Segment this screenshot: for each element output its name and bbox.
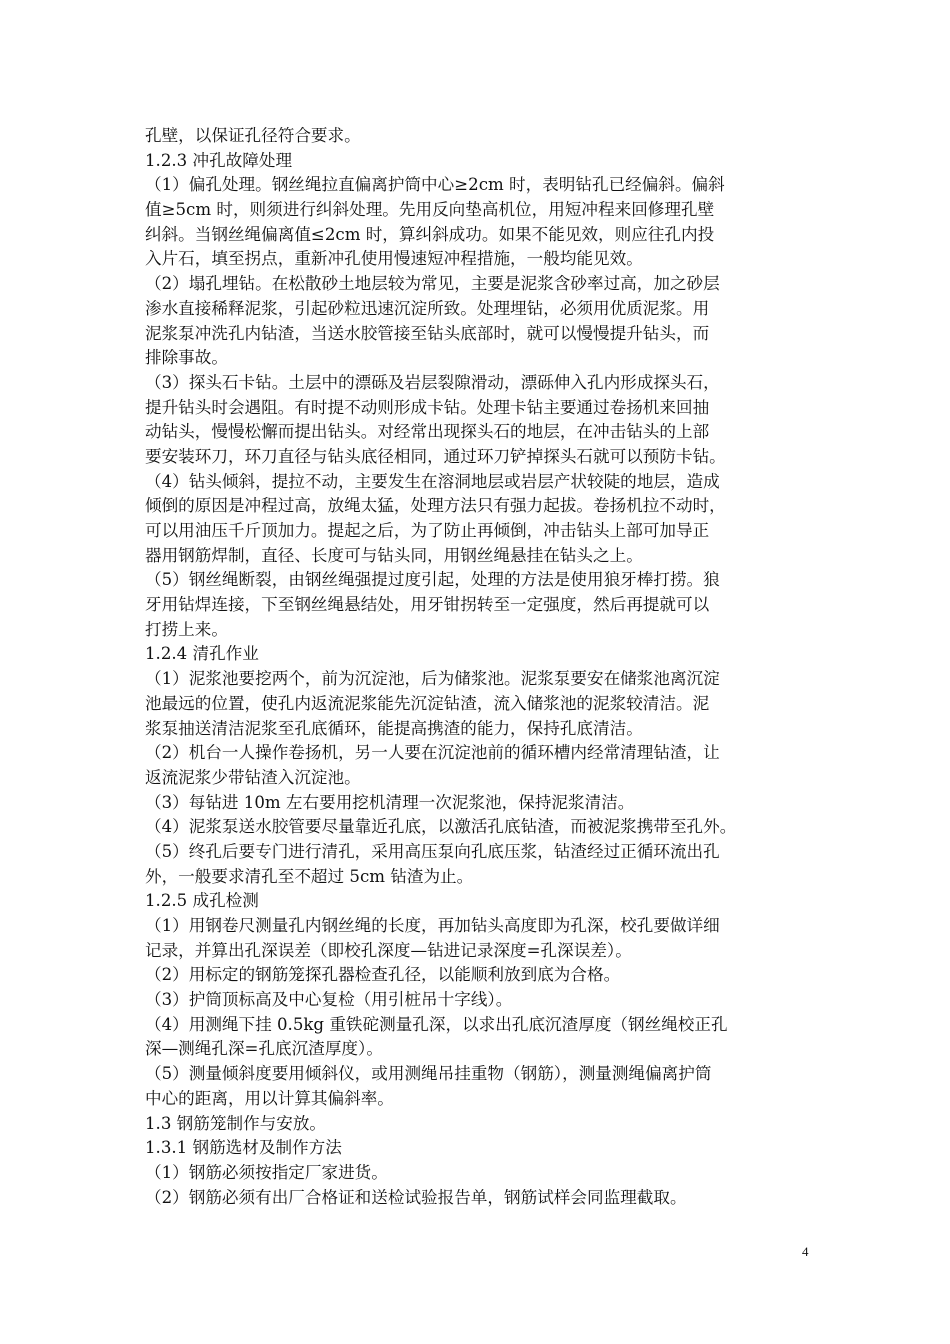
- text-line: 孔壁，以保证孔径符合要求。: [145, 126, 361, 145]
- text-line: （1）泥浆池要挖两个，前为沉淀池，后为储浆池。泥浆泵要安在储浆池离沉淀: [145, 669, 720, 689]
- text-line: 1.2.4 清孔作业: [145, 644, 259, 664]
- text-line: 外，一般要求清孔至不超过 5cm 钻渣为止。: [145, 866, 474, 886]
- text-line: 入片石，填至拐点，重新冲孔使用慢速短冲程措施，一般均能见效。: [145, 249, 643, 269]
- text-line: 1.2.3 冲孔故障处理: [145, 150, 293, 170]
- text-line: （3）护筒顶标高及中心复检（用引桩吊十字线）。: [145, 990, 513, 1010]
- text-line: 动钻头，慢慢松懈而提出钻头。对经常出现探头石的地层，在冲击钻头的上部: [145, 422, 710, 442]
- text-line: 器用钢筋焊制，直径、长度可与钻头同，用钢丝绳悬挂在钻头之上。: [145, 545, 643, 565]
- text-line: 牙用钻焊连接，下至钢丝绳悬结处，用牙钳拐转至一定强度，然后再提就可以: [145, 595, 710, 615]
- text-line: 1.3.1 钢筋选材及制作方法: [145, 1138, 342, 1158]
- text-line: （1）钢筋必须按指定厂家进货。: [145, 1162, 388, 1182]
- text-line: 返流泥浆少带钻渣入沉淀池。: [145, 767, 361, 787]
- text-line: （1）偏孔处理。钢丝绳拉直偏离护筒中心≥2cm 时，表明钻孔已经偏斜。偏斜: [145, 175, 725, 195]
- text-line: 打捞上来。: [145, 619, 228, 639]
- text-line: （2）用标定的钢筋笼探孔器检查孔径，以能顺利放到底为合格。: [145, 965, 621, 985]
- text-line: 纠斜。当钢丝绳偏离值≤2cm 时，算纠斜成功。如果不能见效，则应往孔内投: [145, 224, 715, 244]
- text-line: 浆泵抽送清洁泥浆至孔底循环，能提高携渣的能力，保持孔底清洁。: [145, 718, 643, 738]
- text-line: （2）机台一人操作卷扬机，另一人要在沉淀池前的循环槽内经常清理钻渣，让: [145, 743, 720, 763]
- text-line: 要安装环刀，环刀直径与钻头底径相同，通过环刀铲掉探头石就可以预防卡钻。: [145, 446, 726, 466]
- text-line: （3）探头石卡钻。土层中的漂砾及岩层裂隙滑动，漂砾伸入孔内形成探头石，: [145, 372, 720, 392]
- text-line: （5）钢丝绳断裂，由钢丝绳强提过度引起，处理的方法是使用狼牙棒打捞。狼: [145, 570, 720, 590]
- text-line: 池最远的位置，使孔内返流泥浆能先沉淀钻渣，流入储浆池的泥浆较清洁。泥: [145, 693, 710, 713]
- text-line: （5）测量倾斜度要用倾斜仪，或用测绳吊挂重物（钢筋），测量测绳偏离护筒: [145, 1064, 712, 1084]
- text-line: 泥浆泵冲洗孔内钻渣，当送水胶管接至钻头底部时，就可以慢慢提升钻头，而: [145, 323, 710, 343]
- text-line: （3）每钻进 10m 左右要用挖机清理一次泥浆池，保持泥浆清洁。: [145, 792, 635, 812]
- text-line: （4）用测绳下挂 0.5kg 重铁砣测量孔深，以求出孔底沉渣厚度（钢丝绳校正孔: [145, 1014, 728, 1034]
- text-line: 记录，并算出孔深误差（即校孔深度—钻进记录深度=孔深误差）。: [145, 940, 632, 960]
- text-line: （2）钢筋必须有出厂合格证和送检试验报告单，钢筋试样会同监理截取。: [145, 1187, 687, 1207]
- text-line: 1.2.5 成孔检测: [145, 891, 259, 911]
- text-line: 渗水直接稀释泥浆，引起砂粒迅速沉淀所致。处理埋钻，必须用优质泥浆。用: [145, 298, 710, 318]
- text-line: （4）钻头倾斜，提拉不动，主要发生在溶洞地层或岩层产状较陡的地层，造成: [145, 471, 720, 491]
- text-line: （1）用钢卷尺测量孔内钢丝绳的长度，再加钻头高度即为孔深，校孔要做详细: [145, 916, 720, 935]
- page-number: 4: [802, 1244, 809, 1259]
- text-line: （2）塌孔埋钻。在松散砂土地层较为常见，主要是泥浆含砂率过高，加之砂层: [145, 274, 720, 294]
- text-line: 中心的距离，用以计算其偏斜率。: [145, 1088, 394, 1108]
- text-line: 倾倒的原因是冲程过高，放绳太猛，处理方法只有强力起拔。卷扬机拉不动时，: [145, 496, 726, 516]
- text-line: 值≥5cm 时，则须进行纠斜处理。先用反向垫高机位，用短冲程来回修理孔壁: [145, 200, 715, 220]
- text-line: 可以用油压千斤顶加力。提起之后，为了防止再倾倒，冲击钻头上部可加导正: [145, 521, 710, 540]
- text-line: 排除事故。: [145, 348, 228, 368]
- document-body: [145, 124, 813, 1210]
- text-line: 深—测绳孔深=孔底沉渣厚度）。: [145, 1039, 383, 1059]
- text-line: （4）泥浆泵送水胶管要尽量靠近孔底，以激活孔底钻渣，而被泥浆携带至孔外。: [145, 817, 737, 837]
- text-line: 1.3 钢筋笼制作与安放。: [145, 1113, 327, 1133]
- text-line: （5）终孔后要专门进行清孔，采用高压泵向孔底压浆，钻渣经过正循环流出孔: [145, 841, 720, 861]
- text-line: 提升钻头时会遇阻。有时提不动则形成卡钻。处理卡钻主要通过卷扬机来回抽: [145, 397, 710, 417]
